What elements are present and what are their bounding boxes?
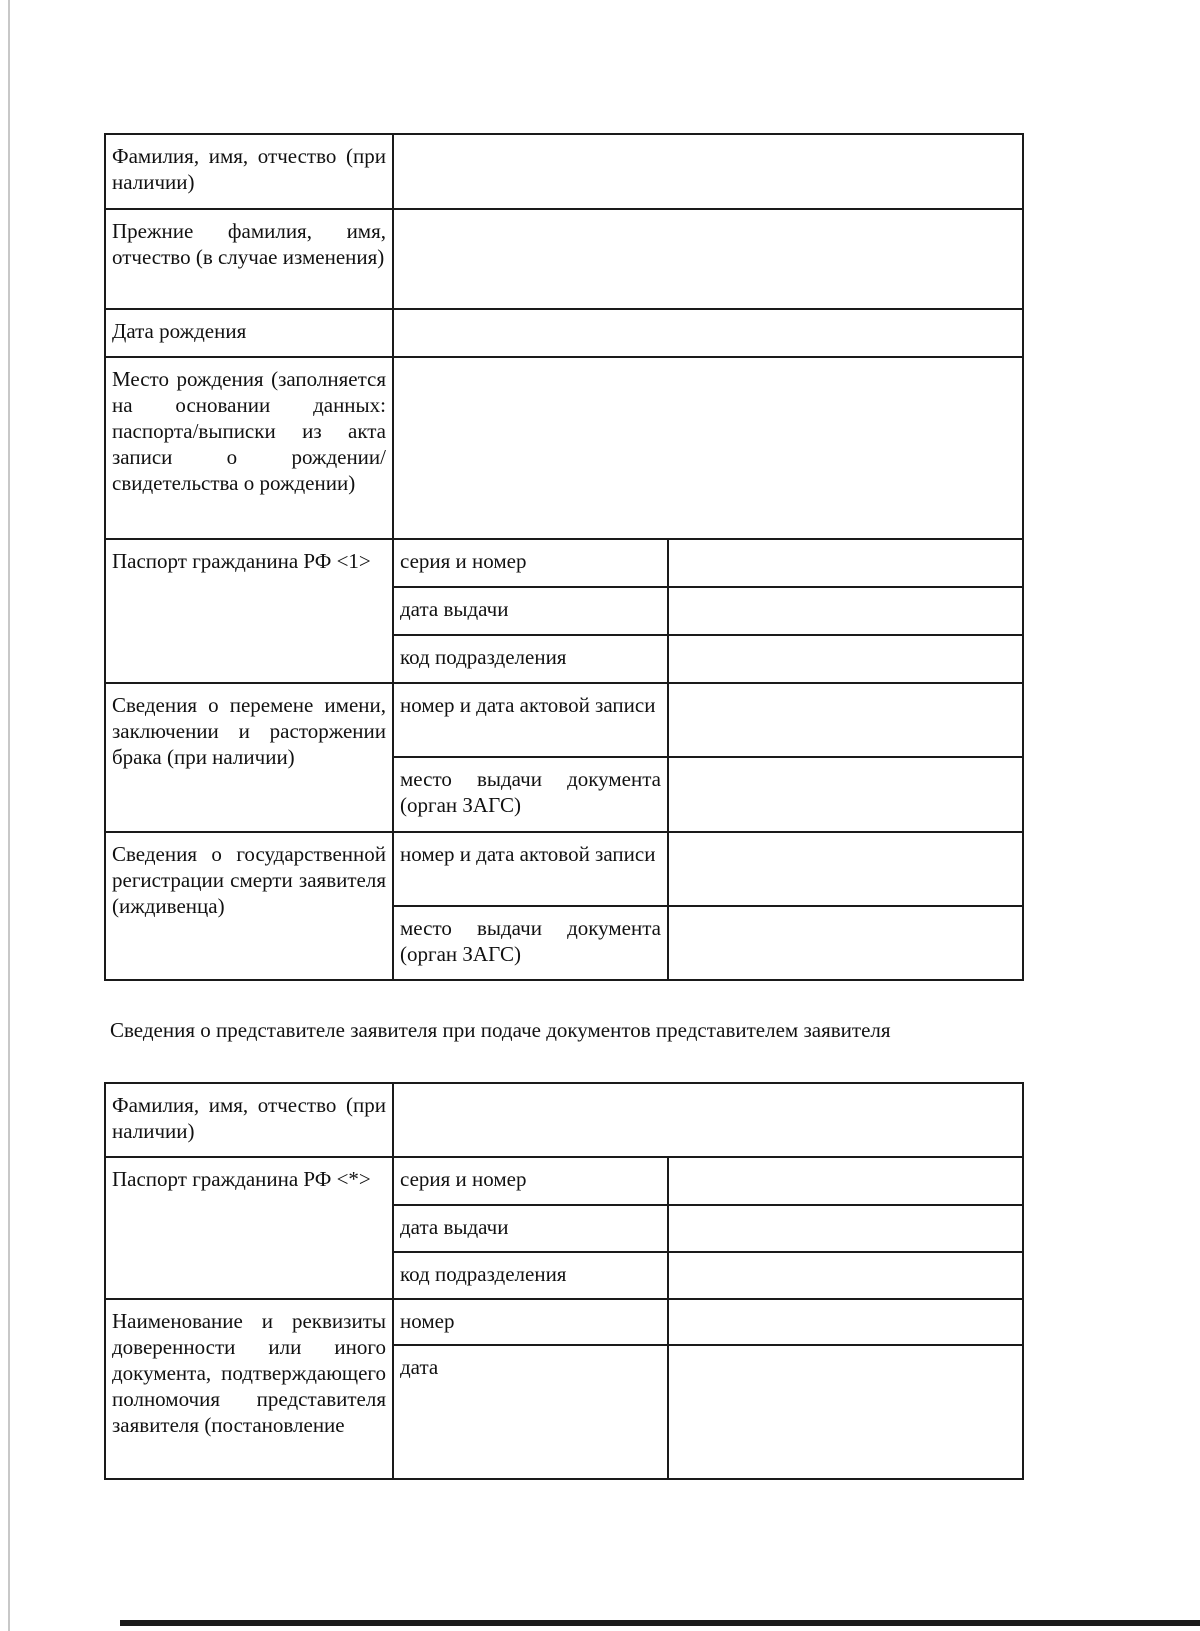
- label-name-change-issuer: место выдачи документа (орган ЗАГС): [393, 757, 668, 832]
- label-name-change: Сведения о перемене имени, заключении и расторжении брака (при наличии): [105, 683, 393, 832]
- label-birth-date: Дата рождения: [105, 309, 393, 357]
- field-authority-number[interactable]: [668, 1299, 1023, 1345]
- label-full-name: Фамилия, имя, отчество (при наличии): [105, 134, 393, 209]
- field-passport-series[interactable]: [668, 539, 1023, 587]
- label-authority-number: номер: [393, 1299, 668, 1345]
- field-rep-passport-series[interactable]: [668, 1157, 1023, 1205]
- label-death-issuer: место выдачи документа (орган ЗАГС): [393, 906, 668, 980]
- label-passport: Паспорт гражданина РФ <1>: [105, 539, 393, 683]
- field-birth-date[interactable]: [393, 309, 1023, 357]
- label-rep-passport-series: серия и номер: [393, 1157, 668, 1205]
- field-rep-passport-issue-date[interactable]: [668, 1205, 1023, 1252]
- label-rep-passport: Паспорт гражданина РФ <*>: [105, 1157, 393, 1299]
- field-name-change-issuer[interactable]: [668, 757, 1023, 832]
- scan-bottom-edge: [120, 1620, 1200, 1626]
- field-rep-passport-division-code[interactable]: [668, 1252, 1023, 1299]
- label-death-record: номер и дата актовой записи: [393, 832, 668, 906]
- field-passport-division-code[interactable]: [668, 635, 1023, 683]
- field-death-issuer[interactable]: [668, 906, 1023, 980]
- label-authority-doc: Наименование и реквизиты доверенности или иного документа, подтверждающего полномочия представителя заявителя (постановление: [105, 1299, 393, 1479]
- field-birth-place[interactable]: [393, 357, 1023, 539]
- label-passport-series: серия и номер: [393, 539, 668, 587]
- field-passport-issue-date[interactable]: [668, 587, 1023, 635]
- label-passport-issue-date: дата выдачи: [393, 587, 668, 635]
- applicant-info-table: [104, 133, 1024, 981]
- field-full-name[interactable]: [393, 134, 1023, 209]
- label-name-change-record: номер и дата актовой записи: [393, 683, 668, 757]
- label-authority-date: дата: [393, 1345, 668, 1479]
- field-rep-full-name[interactable]: [393, 1083, 1023, 1157]
- representative-info-table: [104, 1082, 1024, 1480]
- label-birth-place: Место рождения (заполняется на основании данных: паспорта/выписки из акта записи о рождении/свидетельства о рождении): [105, 357, 393, 539]
- field-name-change-record[interactable]: [668, 683, 1023, 757]
- field-death-record[interactable]: [668, 832, 1023, 906]
- label-passport-division-code: код подразделения: [393, 635, 668, 683]
- label-rep-passport-division-code: код подразделения: [393, 1252, 668, 1299]
- label-former-name: Прежние фамилия, имя, отчество (в случае изменения): [105, 209, 393, 309]
- label-rep-passport-issue-date: дата выдачи: [393, 1205, 668, 1252]
- label-rep-full-name: Фамилия, имя, отчество (при наличии): [105, 1083, 393, 1157]
- scan-left-edge: [8, 0, 10, 1631]
- label-death-registration: Сведения о государственной регистрации смерти заявителя (иждивенца): [105, 832, 393, 980]
- field-former-name[interactable]: [393, 209, 1023, 309]
- field-authority-date[interactable]: [668, 1345, 1023, 1479]
- representative-section-heading: Сведения о представителе заявителя при подаче документов представителем заявителя: [110, 1018, 891, 1042]
